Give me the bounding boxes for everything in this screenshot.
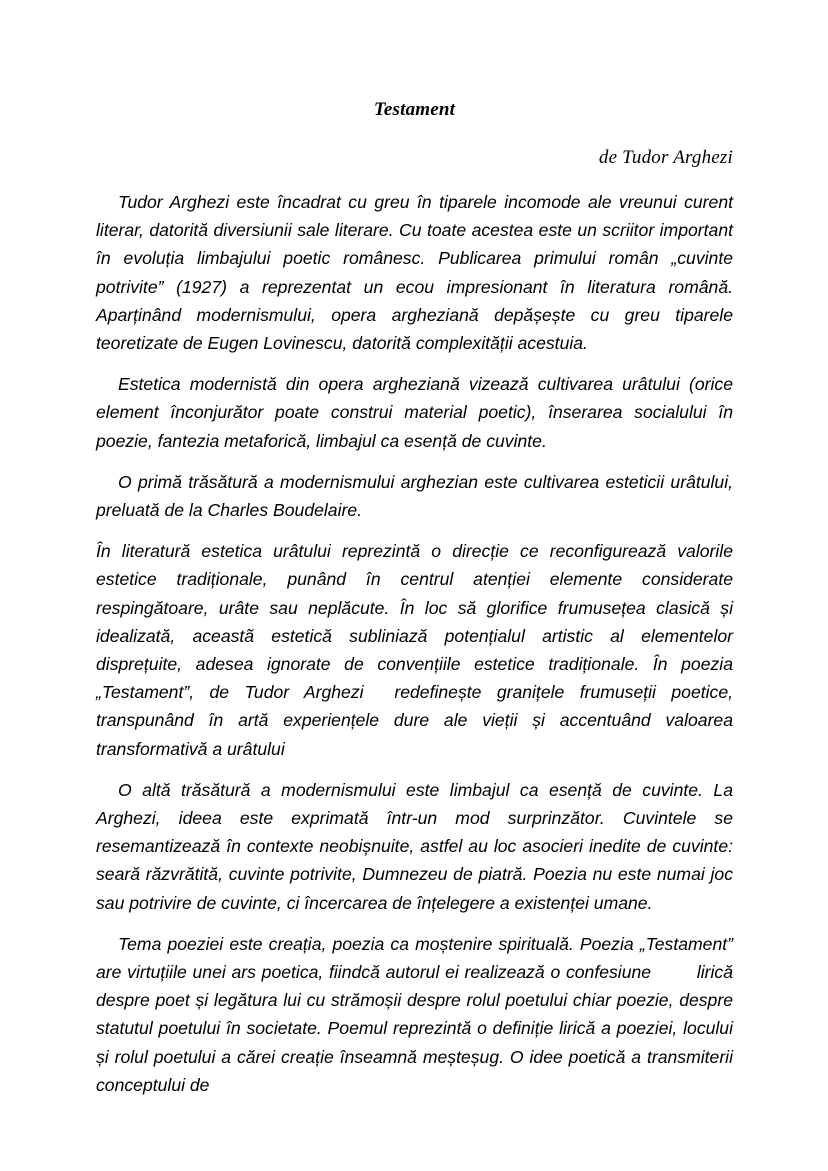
paragraph-5: O altă trăsătură a modernismului este limbajul ca esență de cuvinte. La Arghezi, ideea este exprimată într-un mod surprinzător. Cuvintele se resemantizează în contexte neobișnuite, astfel au loc asocieri inedite de cuvinte: seară răzvrătită, cuvinte potrivite, Dumnezeu de piatră. Poezia nu este numai joc sau potrivire de cuvinte, ci încercarea de înțelegere a existenței umane. [96, 779, 738, 913]
document-content [96, 96, 743, 1099]
paragraph-2: Estetica modernistă din opera argheziană vizează cultivarea urâtului (orice element înconjurător poate construi material poetic), înserarea socialului în poezie, fantezia metaforică, limbajul ca esență de cuvinte. [96, 374, 738, 451]
page-title: Testament [373, 99, 456, 120]
paragraph-6: Tema poeziei este creația, poezia ca moștenire spirituală. Poezia „Testament” are virtuțiile unei ars poetica, fiindcă autorul ei realizează o confesiune lirică despre poet și legătura lui cu strămoșii despre rolul poetului chiar poezie, despre statutul poetului în societate. Poemul reprezintă o definiție lirică a poeziei, locului și rolul poetului a cărei creație înseamnă meșteșug. O idee poetică a transmiterii conceptului de [96, 933, 738, 1095]
body-text [96, 188, 743, 1099]
author-byline: de Tudor Arghezi [598, 147, 733, 168]
paragraph-3: O primă trăsătură a modernismului arghezian este cultivarea esteticii urâtului, preluată de la Charles Boudelaire. [96, 471, 738, 521]
paragraph-4: În literatură estetica urâtului reprezintă o direcție ce reconfigurează valorile estetice tradiționale, punând în centrul atenției elemente considerate respingătoare, urâte sau neplăcute. În loc să glorifice frumusețea clasică și idealizată, aceastã estetică subliniază potențialul artistic al elementelor disprețuite, adesea ignorate de convențiile estetice tradiționale. În poezia „Testament”, de Tudor Arghezi redefinește granițele frumuseții poetice, transpunând în artă experiențele dure ale vieții și accentuând valoarea transformativă a urâtului [96, 541, 738, 759]
paragraph-1: Tudor Arghezi este încadrat cu greu în tiparele incomode ale vreunui curent literar, datorită diversiunii sale literare. Cu toate acestea este un scriitor important în evoluția limbajului poetic românesc. Publicarea primului român „cuvinte potrivite” (1927) a reprezentat un ecou impresionant în literatura română. Aparținând modernismului, opera argheziană depășește cu greu tiparele teoretizate de Eugen Lovinescu, datorită complexității acestuia. [96, 192, 743, 354]
